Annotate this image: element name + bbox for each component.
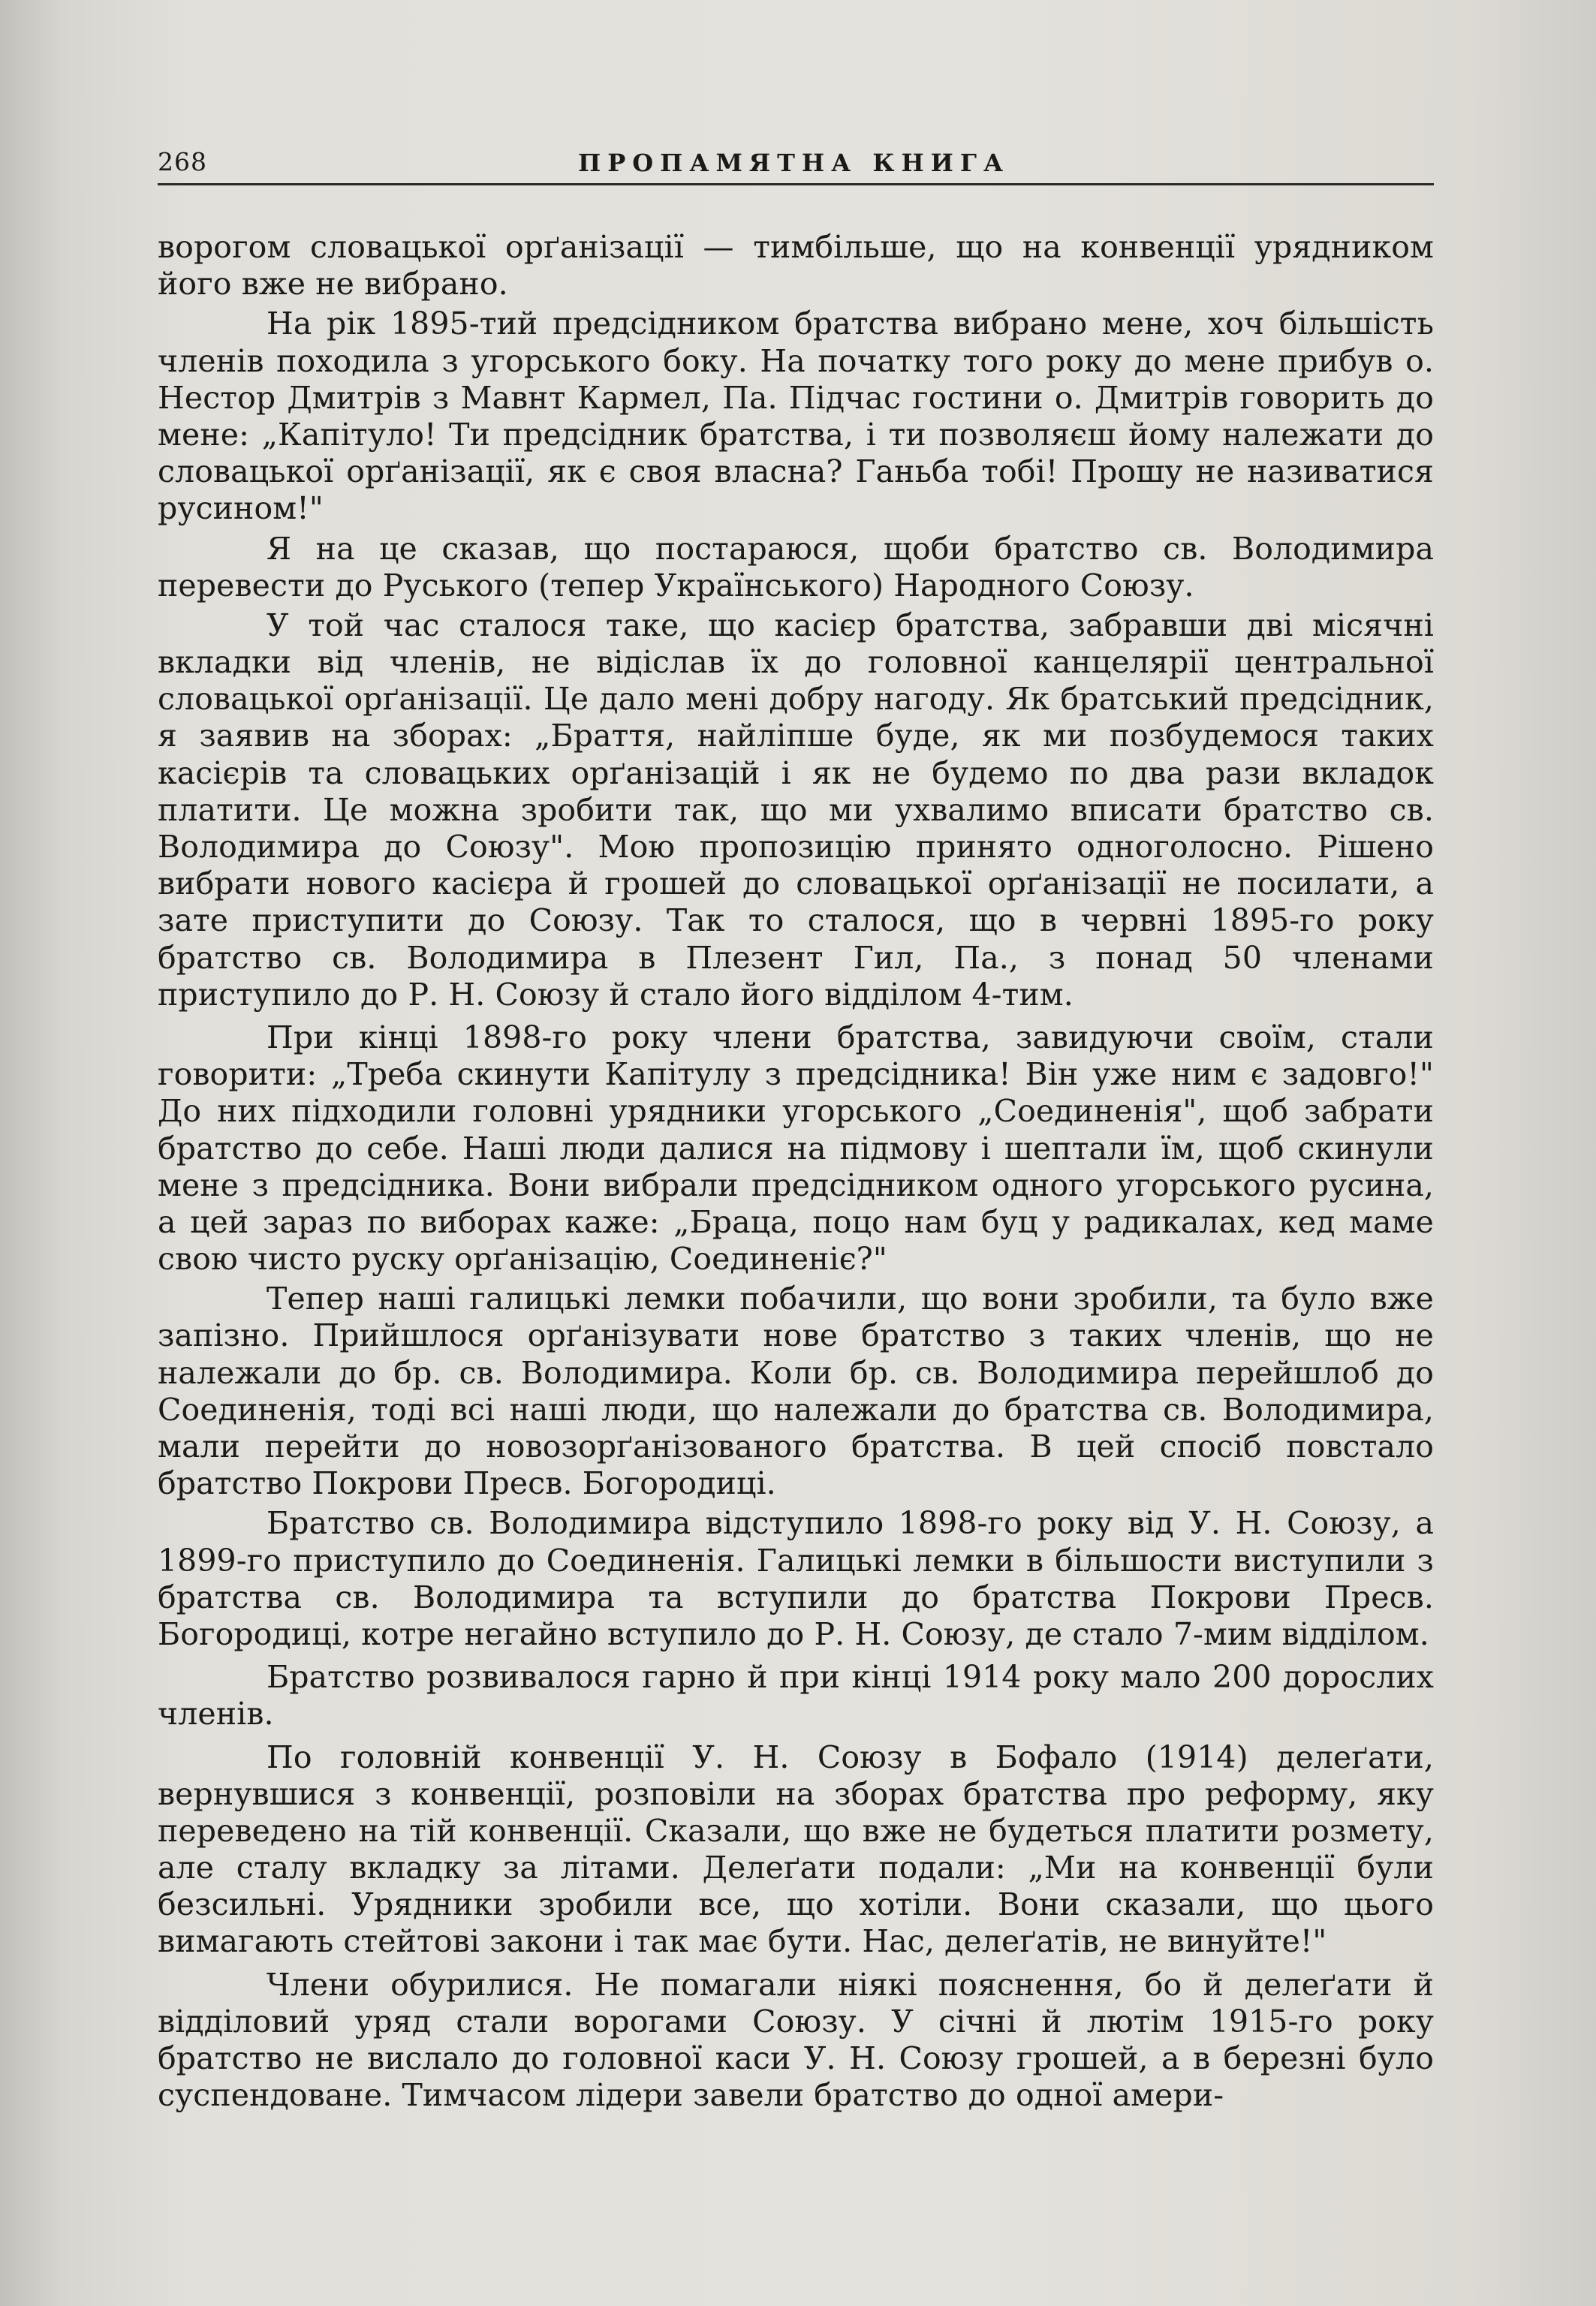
paragraph: Я на це сказав, що постараюся, щоби братство св. Володимира перевести до Руського (тепер Українського) Народного Союзу. — [158, 530, 1434, 604]
paragraph: На рік 1895-тий предсідником братства вибрано мене, хоч більшість членів походила з угорського боку. На початку того року до мене прибув о. Нестор Дмитрів з Мавнт Кармел, Па. Підчас гостини о. Дмитрів говорить до мене: „Капітуло! Ти предсідник братства, і ти позволяєш йому належати до словацької орґанізації, як є своя власна? Ганьба тобі! Прошу не називатися русином!" — [158, 306, 1434, 527]
paragraph: По головній конвенції У. Н. Союзу в Бофало (1914) делеґати, вернувшися з конвенції, розповіли на зборах братства про реформу, яку переведено на тій конвенції. Сказали, що вже не будеться платити розмету, але сталу вкладку за літами. Делеґати подали: „Ми на конвенції були безсильні. Урядники зробили все, що хотіли. Вони сказали, що цього вимагають стейтові закони і так має бути. Нас, делеґатів, не винуйте!" — [158, 1739, 1434, 1960]
paragraph: При кінці 1898-го року члени братства, завидуючи своїм, стали говорити: „Треба скинути Капітулу з предсідника! Він уже ним є задовго!" До них підходили головні урядники угорського „Соединенія", щоб забрати братство до себе. Наші люди далися на підмову і шептали їм, щоб скинули мене з предсідника. Вони вибрали предсідником одного угорського русина, а цей зараз по виборах каже: „Браца, поцо нам буц у радикалах, кед маме свою чисто руску орґанізацію, Соединеніє?" — [158, 1019, 1434, 1278]
body-text — [158, 229, 1434, 2117]
paragraph: ворогом словацької орґанізації — тимбільше, що на конвенції урядником його вже не вибрано. — [158, 229, 1434, 303]
paragraph: Братство розвивалося гарно й при кінці 1914 року мало 200 дорослих членів. — [158, 1659, 1434, 1733]
paragraph: У той час сталося таке, що касієр братства, забравши дві місячні вкладки від членів, не відіслав їх до головної канцелярії центральної словацької орґанізації. Це дало мені добру нагоду. Як братський предсідник, я заявив на зборах: „Браття, найліпше буде, як ми позбудемося таких касієрів та словацьких орґанізацій і як не будемо по два рази вкладок платити. Це можна зробити так, що ми ухвалимо вписати братство св. Володимира до Союзу". Мою пропозицію принято одноголосно. Рішено вибрати нового касієра й грошей до словацької орґанізації не посилати, а зате приступити до Союзу. Так то сталося, що в червні 1895-го року братство св. Володимира в Плезент Гил, Па., з понад 50 членами приступило до Р. Н. Союзу й стало його відділом 4-тим. — [158, 607, 1434, 1013]
paragraph: Тепер наші галицькі лемки побачили, що вони зробили, та було вже запізно. Прийшлося орґанізувати нове братство з таких членів, що не належали до бр. св. Володимира. Коли бр. св. Володимира перейшлоб до Соединенія, тоді всі наші люди, що належали до братства св. Володимира, мали перейти до новозорґанізованого братства. В цей спосіб повстало братство Покрови Пресв. Богородиці. — [158, 1281, 1434, 1502]
header-rule — [158, 183, 1434, 185]
running-head — [158, 147, 1434, 182]
paragraph: Члени обурилися. Не помагали ніякі пояснення, бо й делеґати й відділовий уряд стали ворогами Союзу. У січні й лютім 1915-го року братство не вислало до головної каси У. Н. Союзу грошей, а в березні було суспендоване. Тимчасом лідери завели братство до одної амери- — [158, 1966, 1434, 2114]
book-title: ПРОПАМЯТНА КНИГА — [578, 149, 1010, 177]
page-number: 268 — [158, 147, 207, 176]
paragraph: Братство св. Володимира відступило 1898-го року від У. Н. Союзу, а 1899-го приступило до Соединенія. Галицькі лемки в більшости виступили з братства св. Володимира та вступили до братства Покрови Пресв. Богородиці, котре негайно вступило до Р. Н. Союзу, де стало 7-мим відділом. — [158, 1505, 1434, 1652]
